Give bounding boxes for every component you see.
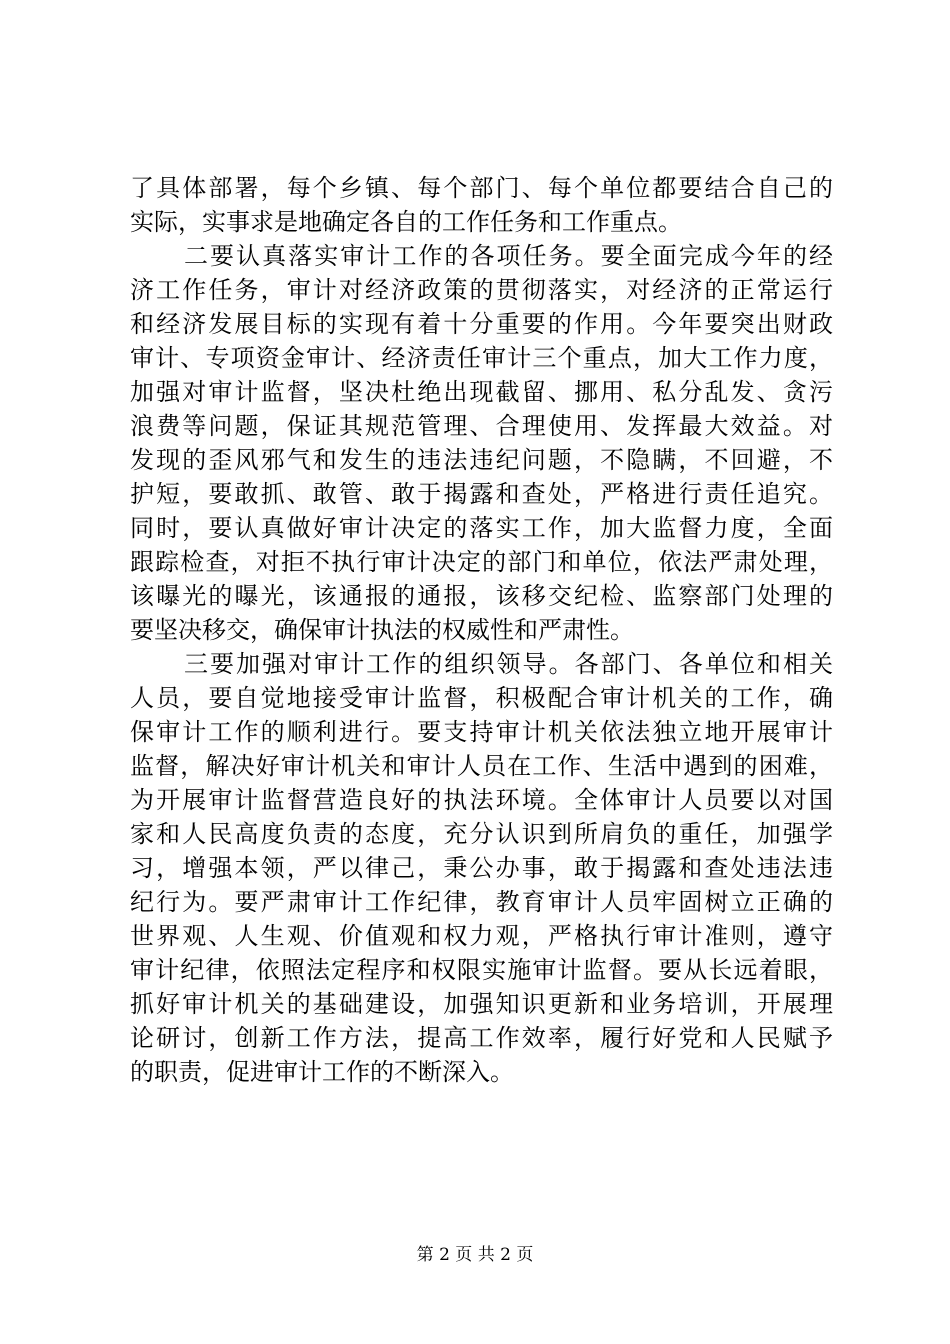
text-line: 审计、专项资金审计、经济责任审计三个重点，加大工作力度，: [130, 344, 833, 372]
page-footer: 第 2 页 共 2 页: [416, 1245, 534, 1265]
text-line: 的职责，促进审计工作的不断深入。: [130, 1058, 514, 1086]
text-line: 家和人民高度负责的态度，充分认识到所肩负的重任，加强学: [130, 820, 833, 848]
text-line: 济工作任务，审计对经济政策的贯彻落实，对经济的正常运行: [130, 276, 833, 304]
text-line: 三要加强对审计工作的组织领导。各部门、各单位和相关: [184, 650, 833, 678]
paragraph: [130, 647, 833, 1089]
text-line: 跟踪检查，对拒不执行审计决定的部门和单位，依法严肃处理，: [130, 548, 833, 576]
text-line: 审计纪律，依照法定程序和权限实施审计监督。要从长远着眼，: [130, 956, 833, 984]
text-line: 同时，要认真做好审计决定的落实工作，加大监督力度，全面: [130, 514, 833, 542]
text-line: 抓好审计机关的基础建设，加强知识更新和业务培训，开展理: [130, 990, 833, 1018]
text-line: 护短，要敢抓、敢管、敢于揭露和查处，严格进行责任追究。: [130, 480, 833, 508]
text-line: 保审计工作的顺利进行。要支持审计机关依法独立地开展审计: [130, 718, 833, 746]
text-line: 实际，实事求是地确定各自的工作任务和工作重点。: [130, 208, 682, 236]
paragraph: [130, 239, 833, 647]
text-line: 加强对审计监督，坚决杜绝出现截留、挪用、私分乱发、贪污: [130, 378, 833, 406]
text-line: 纪行为。要严肃审计工作纪律，教育审计人员牢固树立正确的: [130, 888, 833, 916]
text-line: 世界观、人生观、价值观和权力观，严格执行审计准则，遵守: [130, 922, 833, 950]
text-line: 二要认真落实审计工作的各项任务。要全面完成今年的经: [184, 242, 833, 270]
text-line: 浪费等问题，保证其规范管理、合理使用、发挥最大效益。对: [130, 412, 833, 440]
text-line: 和经济发展目标的实现有着十分重要的作用。今年要突出财政: [130, 310, 833, 338]
text-line: 为开展审计监督营造良好的执法环境。全体审计人员要以对国: [130, 786, 833, 814]
text-line: 了具体部署，每个乡镇、每个部门、每个单位都要结合自己的: [130, 174, 833, 202]
text-line: 该曝光的曝光，该通报的通报，该移交纪检、监察部门处理的: [130, 582, 833, 610]
text-line: 监督，解决好审计机关和审计人员在工作、生活中遇到的困难，: [130, 752, 833, 780]
paragraph: [130, 171, 833, 239]
document-body: [130, 171, 833, 1089]
text-line: 发现的歪风邪气和发生的违法违纪问题，不隐瞒，不回避，不: [130, 446, 833, 474]
text-line: 习，增强本领，严以律己，秉公办事，敢于揭露和查处违法违: [130, 854, 833, 882]
text-line: 论研讨，创新工作方法，提高工作效率，履行好党和人民赋予: [130, 1024, 833, 1052]
text-line: 要坚决移交，确保审计执法的权威性和严肃性。: [130, 616, 634, 644]
text-line: 人员，要自觉地接受审计监督，积极配合审计机关的工作，确: [130, 684, 833, 712]
